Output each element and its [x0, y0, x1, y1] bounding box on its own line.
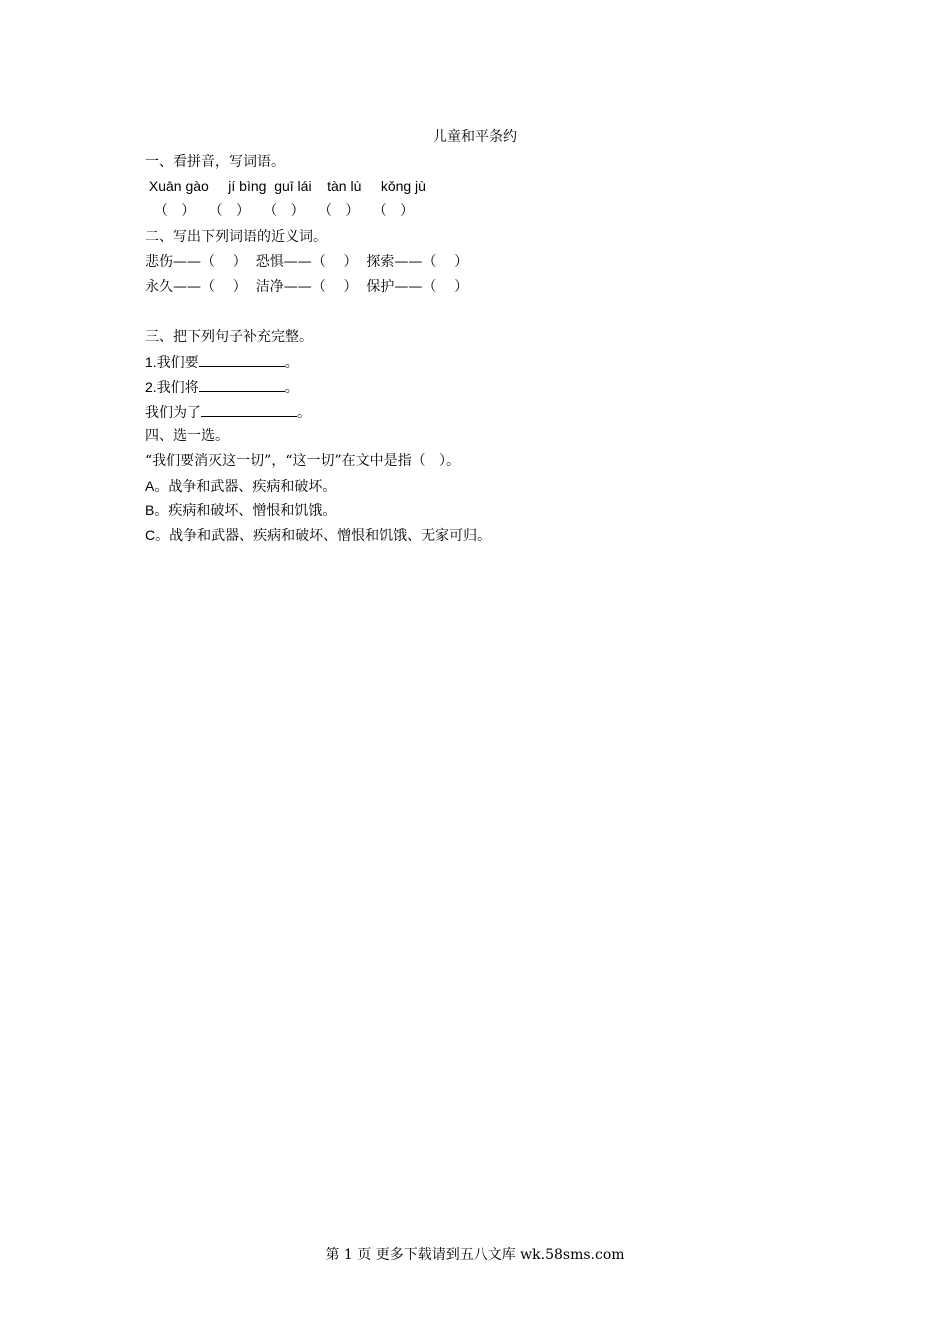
answer-blank [199, 377, 285, 392]
item-number: 2. [145, 379, 157, 395]
section2-heading: 二、写出下列词语的近义词。 [145, 229, 327, 245]
option-letter: C [145, 527, 156, 543]
answer-parentheses-line: （ ） （ ） （ ） （ ） （ ） [145, 203, 415, 219]
item-end: 。 [284, 355, 299, 371]
item-text: 我们要 [156, 355, 199, 371]
option-text: 。战争和武器、疾病和破坏、憎恨和饥饿、无家可归。 [155, 528, 492, 544]
item-end: 。 [297, 405, 311, 421]
pinyin-line: Xuān gào jí bìng guī lái tàn lù kǒng jù [145, 178, 426, 194]
answer-blank [201, 402, 297, 417]
item-text: 我们为了 [145, 405, 201, 421]
section3-heading: 三、把下列句子补充完整。 [145, 329, 313, 345]
option-letter: A [145, 478, 155, 494]
synonym-row-2: 永久——（ ） 洁净——（ ） 保护——（ ） [145, 279, 469, 295]
item-text: 我们将 [156, 380, 199, 396]
document-title: 儿童和平条约 [433, 129, 517, 145]
fill-item-2 [145, 377, 299, 397]
option-b [145, 501, 336, 520]
option-letter: B [145, 502, 155, 518]
choice-question: “我们要消灭这一切”，“这一切”在文中是指（ ）。 [145, 453, 460, 469]
option-a [145, 477, 336, 496]
section4-heading: 四、选一选。 [145, 428, 229, 444]
synonym-row-1: 悲伤——（ ） 恐惧——（ ） 探索——（ ） [145, 254, 469, 270]
section1-heading: 一、看拼音，写词语。 [145, 154, 285, 170]
item-end: 。 [284, 380, 299, 396]
page-footer: 第 1 页 更多下载请到五八文库 wk.58sms.com [325, 1247, 625, 1263]
option-text: 。战争和武器、疾病和破坏。 [154, 479, 337, 495]
option-c [145, 526, 491, 545]
item-number: 1. [145, 354, 157, 370]
fill-item-3 [145, 402, 311, 422]
option-text: 。疾病和破坏、憎恨和饥饿。 [154, 503, 337, 519]
fill-item-1 [145, 352, 299, 372]
answer-blank [199, 352, 285, 367]
